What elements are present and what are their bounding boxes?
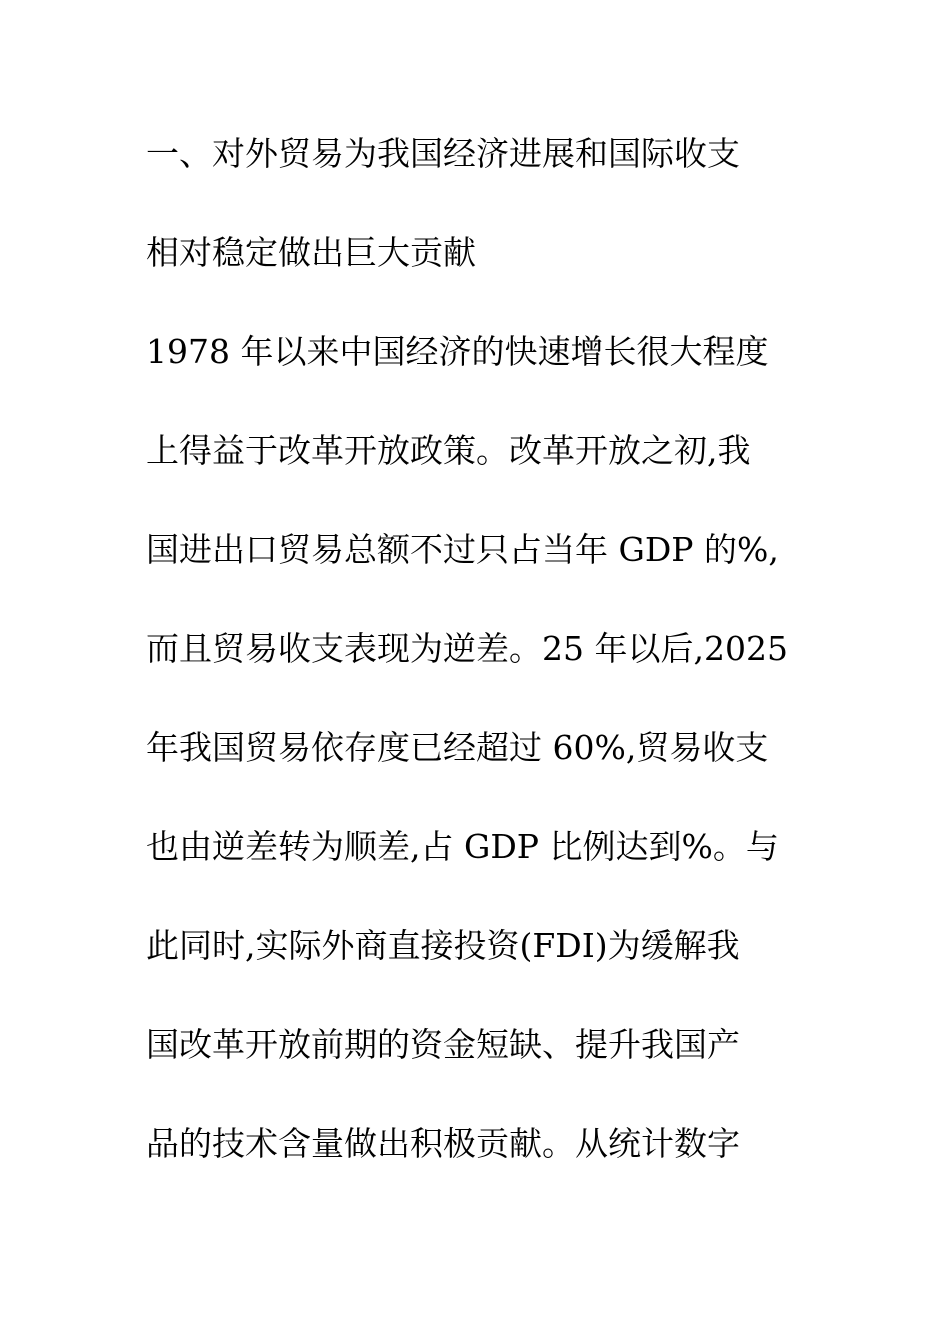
paragraph-line: 而且贸易收支表现为逆差。25 年以后,2025: [146, 629, 788, 668]
paragraph-line: 1978 年以来中国经济的快速增长很大程度: [146, 332, 769, 371]
paragraph-line: 品的技术含量做出积极贡献。从统计数字: [146, 1124, 740, 1163]
heading-line-2: 相对稳定做出巨大贡献: [146, 233, 476, 272]
paragraph-line: 国改革开放前期的资金短缺、提升我国产: [146, 1025, 740, 1064]
body-text: [146, 124, 826, 1213]
paragraph-line: 也由逆差转为顺差,占 GDP 比例达到%。与: [146, 827, 779, 866]
paragraph-line: 国进出口贸易总额不过只占当年 GDP 的%,: [146, 530, 779, 569]
paragraph-line: 上得益于改革开放政策。改革开放之初,我: [146, 431, 751, 470]
paragraph-line: 此同时,实际外商直接投资(FDI)为缓解我: [146, 926, 740, 965]
paragraph-line: 年我国贸易依存度已经超过 60%,贸易收支: [146, 728, 769, 767]
heading-line-1: 一、对外贸易为我国经济进展和国际收支: [146, 134, 740, 173]
